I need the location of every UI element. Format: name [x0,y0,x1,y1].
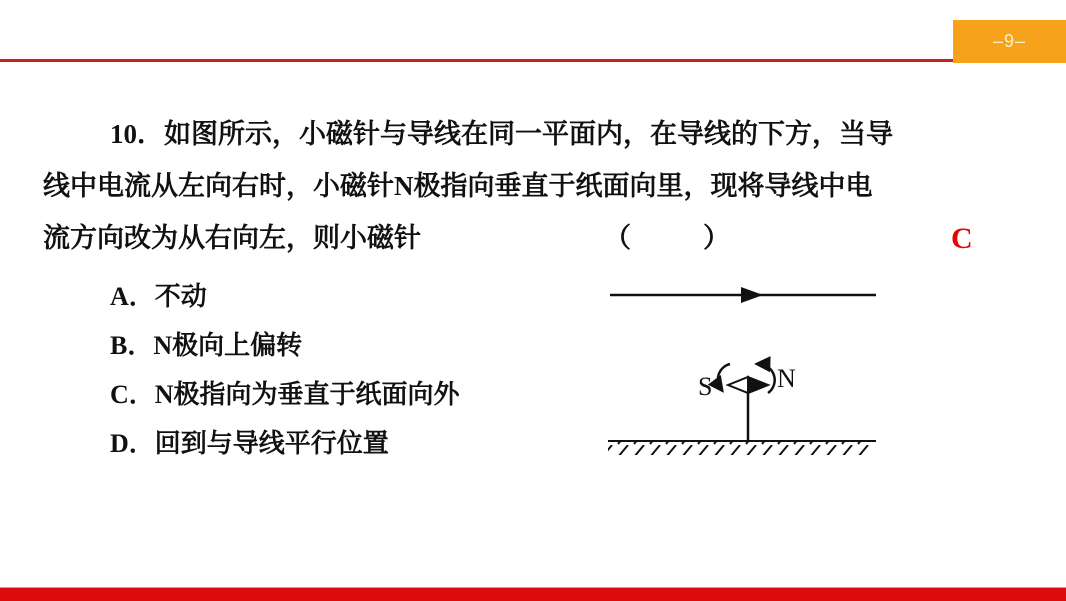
north-label: N [777,364,796,393]
answer-brackets: （ ） [604,223,736,253]
bottom-divider-bar [0,587,1066,601]
option-c [110,368,590,417]
option-d [110,417,590,466]
option-a-letter: A． [110,282,155,311]
compass-needle-north-half [748,377,768,393]
south-label: S [698,372,713,401]
question-line-2: 线中电流从左向右时，小磁针N极指向垂直于纸面向里，现将导线中电 [43,171,873,201]
page-number: –9– [992,31,1027,51]
option-c-text: N极指向为垂直于纸面向外 [154,380,460,409]
options-list [110,270,590,466]
question-line-1: 10．如图所示，小磁针与导线在同一平面内，在导线的下方，当导 [110,119,893,149]
option-a-text: 不动 [154,282,207,311]
option-a [110,270,590,319]
option-b-text: N极向上偏转 [153,331,303,360]
question-line-3: 流方向改为从右向左，则小磁针 [43,223,421,253]
option-b [110,319,590,368]
page-number-badge [953,20,1066,63]
option-d-letter: D． [110,429,155,458]
top-divider-line [0,59,1066,62]
option-d-text: 回到与导线平行位置 [154,429,389,458]
option-c-letter: C． [110,380,155,409]
physics-diagram [600,276,885,461]
current-arrow-icon [741,287,763,303]
compass-needle-south-half [728,377,748,393]
option-b-letter: B． [110,331,154,360]
ground-hatching [608,442,870,455]
answer-label: C [951,222,973,255]
